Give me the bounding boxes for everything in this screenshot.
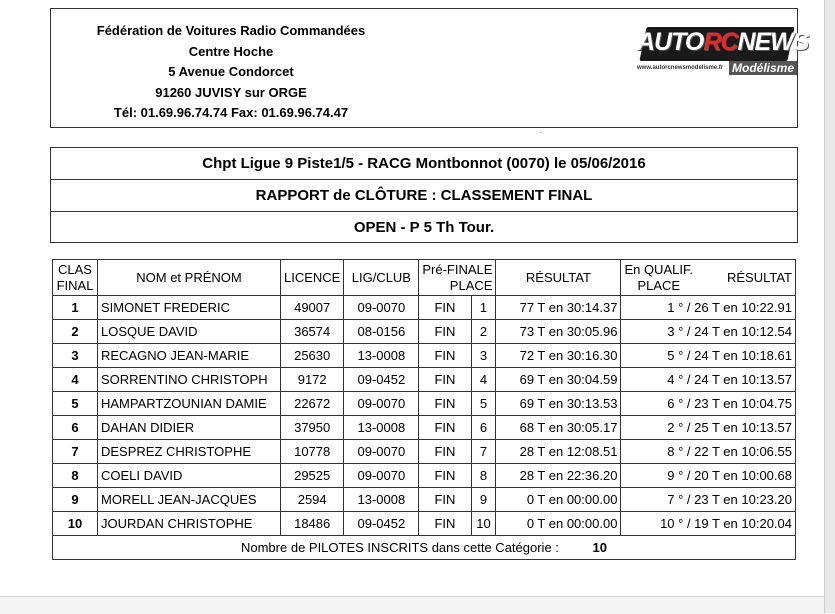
row-licence: 2594 bbox=[281, 488, 344, 512]
row-name: RECAGNO JEAN-MARIE bbox=[98, 344, 281, 368]
results-table bbox=[52, 259, 796, 560]
header-clas-final: CLAS FINAL bbox=[53, 260, 98, 296]
row-qualif: 3 ° / 24 T en 10:12.54 bbox=[621, 320, 796, 344]
row-club: 09-0070 bbox=[344, 392, 419, 416]
header-qualif: En QUALIF. PLACE RÉSULTAT bbox=[621, 260, 796, 296]
row-fin-status: FIN bbox=[419, 320, 471, 344]
row-fin-status: FIN bbox=[419, 416, 471, 440]
org-building: Centre Hoche bbox=[188, 43, 274, 59]
row-result: 68 T en 30:05.17 bbox=[496, 416, 621, 440]
table-row bbox=[53, 488, 796, 512]
row-result: 69 T en 30:04.59 bbox=[496, 368, 621, 392]
row-licence: 49007 bbox=[281, 296, 344, 320]
row-qualif: 6 ° / 23 T en 10:04.75 bbox=[621, 392, 796, 416]
row-fin-status: FIN bbox=[419, 464, 471, 488]
row-qualif: 4 ° / 24 T en 10:13.57 bbox=[621, 368, 796, 392]
table-row bbox=[53, 440, 796, 464]
event-title: Chpt Ligue 9 Piste1/5 - RACG Montbonnot (0070) le 05/06/2016 bbox=[51, 148, 797, 180]
row-licence: 22672 bbox=[281, 392, 344, 416]
row-fin-status: FIN bbox=[419, 344, 471, 368]
row-qualif: 9 ° / 20 T en 10:00.68 bbox=[621, 464, 796, 488]
row-licence: 18486 bbox=[281, 512, 344, 536]
row-final: 3 bbox=[53, 344, 98, 368]
row-prefinale-place: 3 bbox=[471, 344, 496, 368]
header-box bbox=[50, 8, 809, 128]
row-club: 13-0008 bbox=[344, 416, 419, 440]
row-result: 0 T en 00:00.00 bbox=[496, 512, 621, 536]
table-row bbox=[53, 368, 796, 392]
row-prefinale-place: 9 bbox=[471, 488, 496, 512]
row-qualif: 1 ° / 26 T en 10:22.91 bbox=[621, 296, 796, 320]
row-result: 0 T en 00:00.00 bbox=[496, 488, 621, 512]
header-result: RÉSULTAT bbox=[496, 260, 621, 296]
row-prefinale-place: 10 bbox=[471, 512, 496, 536]
row-club: 09-0070 bbox=[344, 464, 419, 488]
header-club: LIG/CLUB bbox=[344, 260, 419, 296]
row-prefinale-place: 8 bbox=[471, 464, 496, 488]
row-fin-status: FIN bbox=[419, 392, 471, 416]
table-row bbox=[53, 416, 796, 440]
row-prefinale-place: 6 bbox=[471, 416, 496, 440]
row-prefinale-place: 1 bbox=[471, 296, 496, 320]
row-result: 72 T en 30:16.30 bbox=[496, 344, 621, 368]
page-bottom-edge bbox=[0, 596, 824, 614]
autorcnews-logo: AUTORCNEWS www.autorcnewsmodelisme.fr Modélisme bbox=[637, 28, 809, 75]
table-row bbox=[53, 392, 796, 416]
row-prefinale-place: 5 bbox=[471, 392, 496, 416]
org-name: Fédération de Voitures Radio Commandées bbox=[96, 23, 366, 38]
row-name: JOURDAN CHRISTOPHE bbox=[98, 512, 281, 536]
row-fin-status: FIN bbox=[419, 368, 471, 392]
row-licence: 9172 bbox=[281, 368, 344, 392]
category-title: OPEN - P 5 Th Tour. bbox=[353, 219, 495, 236]
row-licence: 36574 bbox=[281, 320, 344, 344]
row-final: 6 bbox=[53, 416, 98, 440]
row-result: 28 T en 22:36.20 bbox=[496, 464, 621, 488]
footer-row bbox=[53, 536, 796, 560]
row-qualif: 8 ° / 22 T en 10:06.55 bbox=[621, 440, 796, 464]
table-header-row bbox=[53, 260, 796, 296]
row-licence: 10778 bbox=[281, 440, 344, 464]
row-final: 5 bbox=[53, 392, 98, 416]
row-result: 69 T en 30:13.53 bbox=[496, 392, 621, 416]
footer-label: Nombre de PILOTES INSCRITS dans cette Catégorie : bbox=[240, 540, 559, 555]
row-name: DAHAN DIDIER bbox=[98, 416, 281, 440]
row-name: COELI DAVID bbox=[98, 464, 281, 488]
row-prefinale-place: 4 bbox=[471, 368, 496, 392]
organization-address bbox=[51, 21, 411, 124]
row-name: HAMPARTZOUNIAN DAMIE bbox=[98, 392, 281, 416]
row-club: 08-0156 bbox=[344, 320, 419, 344]
row-result: 77 T en 30:14.37 bbox=[496, 296, 621, 320]
row-fin-status: FIN bbox=[419, 512, 471, 536]
row-club: 09-0452 bbox=[344, 368, 419, 392]
footer-count: 10 bbox=[592, 540, 607, 555]
row-licence: 29525 bbox=[281, 464, 344, 488]
row-result: 73 T en 30:05.96 bbox=[496, 320, 621, 344]
row-prefinale-place: 2 bbox=[471, 320, 496, 344]
row-final: 9 bbox=[53, 488, 98, 512]
table-row bbox=[53, 512, 796, 536]
row-licence: 25630 bbox=[281, 344, 344, 368]
row-final: 8 bbox=[53, 464, 98, 488]
row-result: 28 T en 12:08.51 bbox=[496, 440, 621, 464]
logo-subtitle: Modélisme bbox=[729, 61, 797, 75]
org-phone-fax: Tél: 01.69.96.74.74 Fax: 01.69.96.74.47 bbox=[113, 105, 349, 120]
row-fin-status: FIN bbox=[419, 296, 471, 320]
row-final: 7 bbox=[53, 440, 98, 464]
row-qualif: 7 ° / 23 T en 10:23.20 bbox=[621, 488, 796, 512]
report-title: RAPPORT de CLÔTURE : CLASSEMENT FINAL bbox=[51, 180, 797, 212]
row-club: 09-0070 bbox=[344, 440, 419, 464]
table-row bbox=[53, 464, 796, 488]
header-licence: LICENCE bbox=[281, 260, 344, 296]
row-club: 13-0008 bbox=[344, 488, 419, 512]
row-qualif: 5 ° / 24 T en 10:18.61 bbox=[621, 344, 796, 368]
row-prefinale-place: 7 bbox=[471, 440, 496, 464]
row-name: SIMONET FREDERIC bbox=[98, 296, 281, 320]
row-final: 1 bbox=[53, 296, 98, 320]
row-final: 2 bbox=[53, 320, 98, 344]
logo-url: www.autorcnewsmodelisme.fr bbox=[637, 65, 724, 71]
row-name: DESPREZ CHRISTOPHE bbox=[98, 440, 281, 464]
page-edge bbox=[824, 0, 835, 613]
row-licence: 37950 bbox=[281, 416, 344, 440]
table-row bbox=[53, 344, 796, 368]
row-club: 13-0008 bbox=[344, 344, 419, 368]
header-prefinale: Pré-FINALE PLACE bbox=[419, 260, 496, 296]
table-row bbox=[53, 320, 796, 344]
row-club: 09-0452 bbox=[344, 512, 419, 536]
row-fin-status: FIN bbox=[419, 440, 471, 464]
row-name: LOSQUE DAVID bbox=[98, 320, 281, 344]
row-final: 4 bbox=[53, 368, 98, 392]
row-qualif: 2 ° / 25 T en 10:13.57 bbox=[621, 416, 796, 440]
results-body bbox=[53, 296, 796, 536]
org-street: 5 Avenue Condorcet bbox=[168, 64, 294, 79]
row-club: 09-0070 bbox=[344, 296, 419, 320]
row-name: MORELL JEAN-JACQUES bbox=[98, 488, 281, 512]
row-qualif: 10 ° / 19 T en 10:20.04 bbox=[621, 512, 796, 536]
title-box bbox=[50, 147, 798, 243]
row-fin-status: FIN bbox=[419, 488, 471, 512]
table-row bbox=[53, 296, 796, 320]
row-final: 10 bbox=[53, 512, 98, 536]
header-name: NOM et PRÉNOM bbox=[98, 260, 281, 296]
row-name: SORRENTINO CHRISTOPH bbox=[98, 368, 281, 392]
org-city: 91260 JUVISY sur ORGE bbox=[155, 84, 307, 100]
